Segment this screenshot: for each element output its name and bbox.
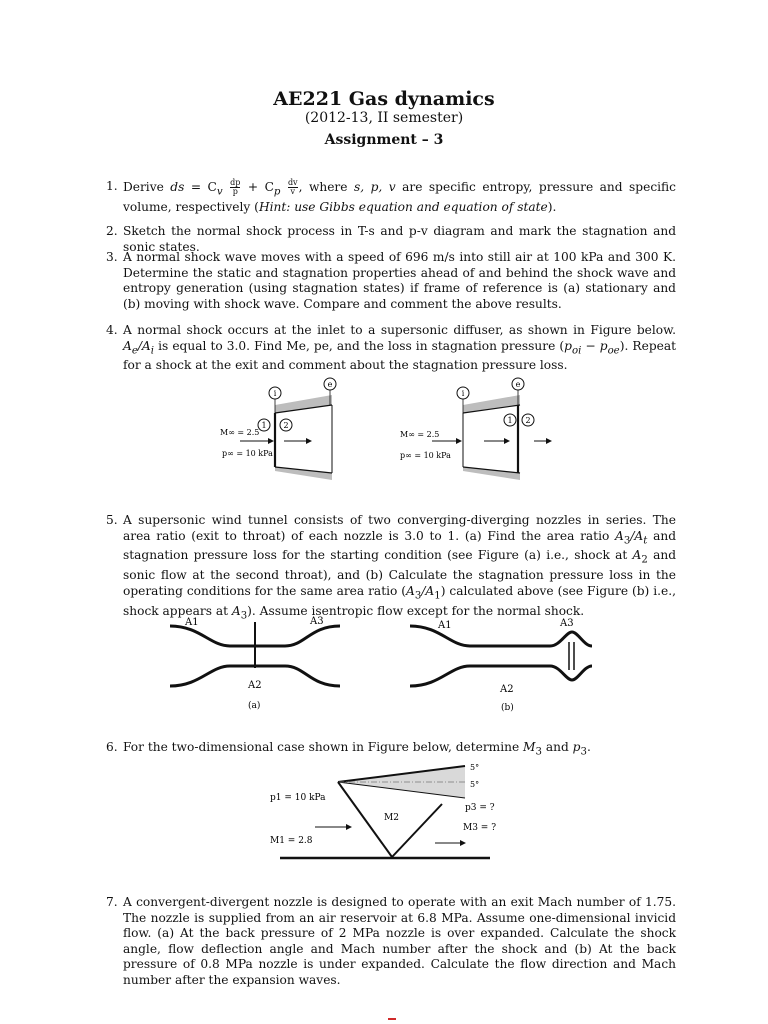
question-text: Derive ds = $C_v$ $\frac{dp}{p}$ + $C_p$ $\frac{dv}{v}$ , where s, p, v are specific entropy, pressure and specific volume, respectively (Hint: use Gibbs equation and equation of state). — [123, 178, 676, 214]
station-label: 1 — [507, 416, 513, 425]
wind-tunnel-a — [170, 616, 340, 711]
area-label: A1 — [185, 617, 199, 628]
page-subtitle: (2012-13, II semester) — [304, 110, 464, 126]
page-edge-mark — [388, 1018, 396, 1020]
figure-caption: (a) — [248, 701, 261, 711]
area-label: A2 — [500, 684, 514, 695]
wind-tunnel-b — [410, 618, 592, 713]
question-number: 6. — [106, 740, 118, 754]
question-text: A normal shock occurs at the inlet to a supersonic diffuser, as shown in Figure below. $A_e/A_i$ is equal to 3.0. Find Me, pe, and the loss in stagnation pressure $(p_{oi} - p_{oe})$. Repeat for a shock at the exit and comment about the stagnation pressure loss. — [123, 323, 676, 373]
question-1 — [106, 179, 676, 215]
figure-q5-wind-tunnel — [160, 608, 610, 718]
question-number: 5. — [106, 513, 118, 527]
question-3 — [106, 250, 676, 312]
mach-label: M3 = ? — [463, 823, 497, 833]
question-number: 4. — [106, 323, 118, 337]
pressure-label: p∞ = 10 kPa — [400, 451, 451, 460]
mach-label: M2 — [384, 813, 399, 823]
question-number: 2. — [106, 224, 118, 238]
figure-caption: (b) — [501, 703, 514, 713]
question-text: A convergent-divergent nozzle is designed to operate with an exit Mach number of 1.75. The nozzle is supplied from an air reservoir at 6.8 MPa. Assume one-dimensional invicid flow. (a) At the back pressure of 2 MPa nozzle is over expanded. Calculate the shock angle, flow deflection angle and Mach number after the shock and (b) At the back pressure of 0.8 MPa nozzle is under expanded. Calculate the flow direction and Mach number after the expansion waves. — [123, 895, 676, 987]
station-label: e — [515, 380, 521, 389]
page-title: AE221 Gas dynamics — [273, 88, 495, 110]
station-label: 1 — [261, 421, 267, 430]
area-label: A3 — [310, 616, 324, 627]
pressure-label: p3 = ? — [465, 803, 495, 813]
question-text: Sketch the normal shock process in T-s and p-v diagram and mark the stagnation and sonic states. — [123, 224, 676, 254]
question-text: A supersonic wind tunnel consists of two converging-diverging nozzles in series. The area ratio (exit to throat) of each nozzle is 3.0 to 1. (a) Find the area ratio $A_3/A_t$ and stagnation pressure loss for the starting condition (see Figure (a) i.e., shock at $A_2$ and sonic flow at the second throat), and (b) Calculate the stagnation pressure loss in the operating conditions for the same area ratio $(A_3/A_1)$ calculated above (see Figure (b) i.e., shock appears at $A_3$). Assume isentropic flow except for the normal shock. — [123, 513, 677, 622]
area-label: A2 — [248, 680, 262, 691]
question-7 — [106, 895, 676, 988]
station-label: i — [461, 389, 465, 398]
area-label: A1 — [438, 620, 452, 631]
station-label: 2 — [525, 416, 531, 425]
station-label: 2 — [283, 421, 289, 430]
station-label: e — [327, 380, 333, 389]
figure-q6-wedge — [260, 760, 520, 865]
mach-label: M1 = 2.8 — [270, 836, 313, 846]
angle-label: 5° — [470, 763, 480, 772]
question-number: 1. — [106, 179, 118, 193]
diffuser-right — [400, 378, 552, 480]
mach-label: M∞ = 2.5 — [220, 428, 260, 437]
pressure-label: p∞ = 10 kPa — [222, 449, 273, 458]
question-number: 3. — [106, 250, 118, 264]
question-4 — [106, 323, 676, 374]
question-6 — [106, 740, 676, 760]
station-label: i — [273, 389, 277, 398]
fraction-dp-p: $\frac{dp}{p}$ — [230, 178, 241, 196]
pressure-label: p1 = 10 kPa — [270, 793, 326, 803]
assignment-heading: Assignment – 3 — [324, 132, 444, 148]
mach-label: M∞ = 2.5 — [400, 430, 440, 439]
figure-q4-diffuser — [200, 375, 570, 485]
question-text: A normal shock wave moves with a speed of 696 m/s into still air at 100 kPa and 300 K. Determine the static and stagnation properties ahead of and behind the shock wave and entropy generation (using stagnation states) if frame of reference is (a) stationary and (b) moving with shock wave. Compare and comment the above results. — [123, 250, 676, 311]
angle-label: 5° — [470, 780, 480, 789]
question-number: 7. — [106, 895, 118, 909]
diffuser-left — [220, 378, 336, 480]
fraction-dv-v: $\frac{dv}{v}$ — [287, 178, 298, 196]
area-label: A3 — [560, 618, 574, 629]
question-text: For the two-dimensional case shown in Figure below, determine $M_3$ and $p_3$. — [123, 740, 591, 758]
